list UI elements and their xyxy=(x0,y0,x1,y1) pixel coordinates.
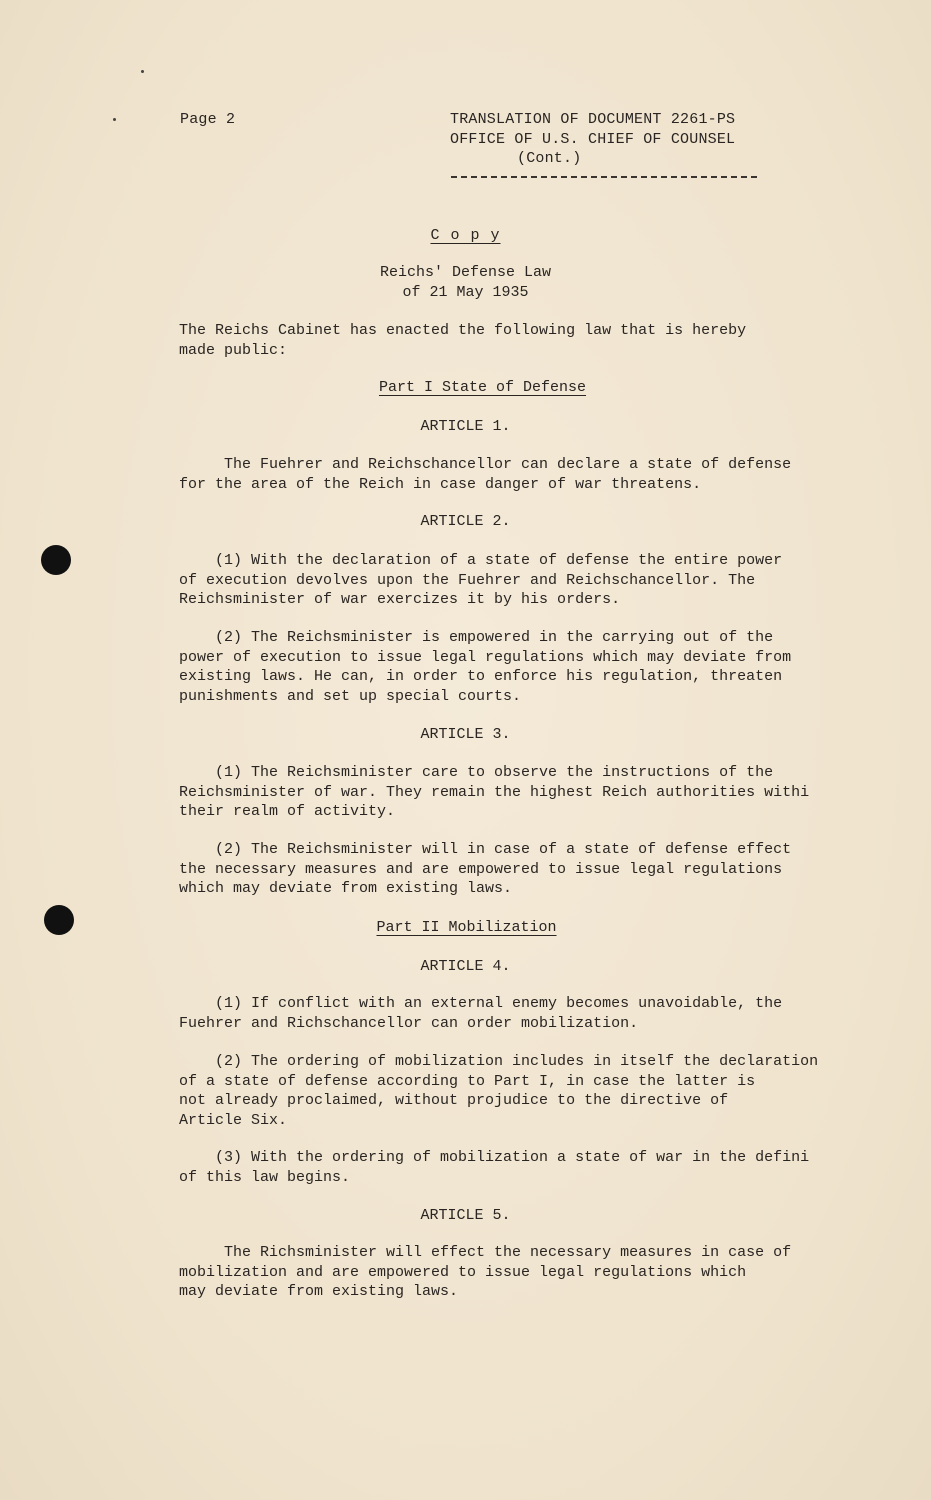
article-3-paragraph-1 xyxy=(179,763,859,822)
copy-label: C o p y xyxy=(430,227,501,244)
text-line: (1) The Reichsminister care to observe the instructions of the xyxy=(179,764,774,781)
text-line: of a state of defense according to Part I, in case the latter is xyxy=(179,1072,756,1090)
text-line: power of execution to issue legal regulations which may deviate from xyxy=(179,648,792,666)
text-line: (2) The ordering of mobilization includes in itself the declaration xyxy=(179,1053,819,1070)
text-line: Fuehrer and Richschancellor can order mobilization. xyxy=(179,1014,639,1032)
article-2-paragraph-2 xyxy=(179,628,859,706)
article-4-paragraph-3 xyxy=(179,1148,859,1187)
article-3-paragraph-2 xyxy=(179,840,859,899)
paper-speck xyxy=(113,118,116,121)
part-1-heading: Part I State of Defense xyxy=(378,379,587,396)
text-line: (2) The Reichsminister is empowered in the carrying out of the xyxy=(179,629,774,646)
article-2-heading: ARTICLE 2. xyxy=(420,513,511,530)
text-line: (1) With the declaration of a state of defense the entire power xyxy=(179,552,783,569)
header-title-line-2: OFFICE OF U.S. CHIEF OF COUNSEL xyxy=(450,131,736,148)
text-line: The Fuehrer and Reichschancellor can declare a state of defense xyxy=(179,456,792,473)
article-4-heading: ARTICLE 4. xyxy=(420,958,511,975)
text-line: Article Six. xyxy=(179,1111,288,1129)
header-title-line-3: (Cont.) xyxy=(517,150,582,167)
text-line: The Reichs Cabinet has enacted the following law that is hereby xyxy=(179,322,747,339)
article-5-heading: ARTICLE 5. xyxy=(420,1207,511,1224)
text-line: may deviate from existing laws. xyxy=(179,1283,459,1300)
text-line: punishments and set up special courts. xyxy=(179,687,522,705)
law-title-line-1: Reichs' Defense Law xyxy=(379,264,552,281)
intro-paragraph xyxy=(179,321,859,360)
article-1-heading: ARTICLE 1. xyxy=(420,418,511,435)
text-line: existing laws. He can, in order to enforce his regulation, threaten xyxy=(179,668,783,685)
article-1-paragraph xyxy=(179,455,859,494)
punch-hole xyxy=(41,545,71,575)
text-line: the necessary measures and are empowered to issue legal regulations xyxy=(179,860,783,878)
text-line: which may deviate from existing laws. xyxy=(179,880,513,897)
text-line: (3) With the ordering of mobilization a state of war in the defini xyxy=(179,1149,810,1166)
article-4-paragraph-1 xyxy=(179,994,859,1033)
text-line: their realm of activity. xyxy=(179,803,396,820)
text-line: of this law begins. xyxy=(179,1168,351,1186)
paper-speck xyxy=(141,70,144,73)
article-3-heading: ARTICLE 3. xyxy=(420,726,511,743)
text-line: for the area of the Reich in case danger of war threatens. xyxy=(179,475,702,493)
header-divider xyxy=(451,176,757,178)
text-line: mobilization and are empowered to issue legal regulations which xyxy=(179,1263,747,1281)
text-line: The Richsminister will effect the necessary measures in case of xyxy=(179,1244,792,1261)
text-line: Reichsminister of war exercizes it by his orders. xyxy=(179,591,621,608)
article-2-paragraph-1 xyxy=(179,551,859,610)
text-line: (1) If conflict with an external enemy becomes unavoidable, the xyxy=(179,995,783,1012)
part-2-heading: Part II Mobilization xyxy=(376,919,557,936)
article-5-paragraph xyxy=(179,1243,859,1302)
law-title-line-2: of 21 May 1935 xyxy=(402,284,529,301)
text-line: made public: xyxy=(179,341,288,359)
text-line: (2) The Reichsminister will in case of a state of defense effect xyxy=(179,841,792,858)
text-line: not already proclaimed, without projudice to the directive of xyxy=(179,1092,729,1109)
page-number: Page 2 xyxy=(180,111,236,128)
header-title-line-1: TRANSLATION OF DOCUMENT 2261-PS xyxy=(450,111,736,128)
article-4-paragraph-2 xyxy=(179,1052,859,1130)
text-line: Reichsminister of war. They remain the highest Reich authorities withi xyxy=(179,783,810,801)
text-line: of execution devolves upon the Fuehrer and Reichschancellor. The xyxy=(179,571,756,589)
